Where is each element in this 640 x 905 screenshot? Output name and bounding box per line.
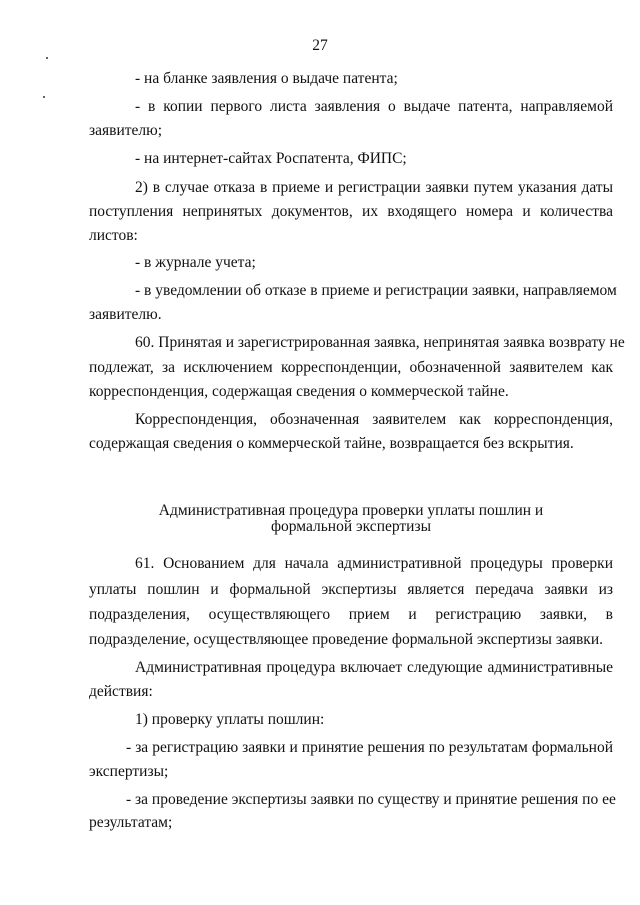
scan-speck [46,57,48,59]
text-line: заявителю. [89,306,162,323]
text-line: 61. Основанием для начала административной процедуры проверки [135,555,613,572]
text-line: 2) в случае отказа в приеме и регистрации заявки путем указания даты [135,179,613,196]
text-line: 60. Принятая и зарегистрированная заявка, непринятая заявка возврату не [135,334,625,351]
text-line: - за проведение экспертизы заявки по существу и принятие решения по ее [126,791,616,808]
text-line: - за регистрацию заявки и принятие решения по результатам формальной [126,739,613,756]
section-heading: Административная процедура проверки уплаты пошлин и [158,502,544,519]
section-heading: формальной экспертизы [270,518,432,535]
scan-speck [43,96,45,98]
text-line: 1) проверку уплаты пошлин: [135,711,325,728]
text-line: листов: [89,227,138,244]
text-line: - в журнале учета; [135,254,256,271]
text-line: подразделения, осуществляющего прием и регистрацию заявки, в [89,606,613,623]
text-line: - в уведомлении об отказе в приеме и регистрации заявки, направляемом [135,282,617,299]
text-line: экспертизы; [89,763,169,780]
text-line: подразделение, осуществляющее проведение формальной экспертизы заявки. [89,631,603,648]
text-line: корреспонденция, содержащая сведения о коммерческой тайне. [89,383,509,400]
text-line: действия: [89,683,153,700]
text-line: содержащая сведения о коммерческой тайне, возвращается без вскрытия. [89,435,574,452]
text-line: Административная процедура включает следующие административные [135,659,613,676]
text-line: поступления непринятых документов, их входящего номера и количества [89,203,613,220]
text-line: - в копии первого листа заявления о выдаче патента, направляемой [135,98,613,115]
text-line: - на интернет-сайтах Роспатента, ФИПС; [135,150,407,167]
text-line: результатам; [89,814,173,831]
page-number: 27 [312,37,328,54]
text-line: заявителю; [89,122,163,139]
text-line: - на бланке заявления о выдаче патента; [135,70,398,87]
text-line: уплаты пошлин и формальной экспертизы является передача заявки из [89,581,613,598]
text-line: Корреспонденция, обозначенная заявителем как корреспонденция, [135,411,613,428]
text-line: подлежат, за исключением корреспонденции, обозначенной заявителем как [89,359,613,376]
